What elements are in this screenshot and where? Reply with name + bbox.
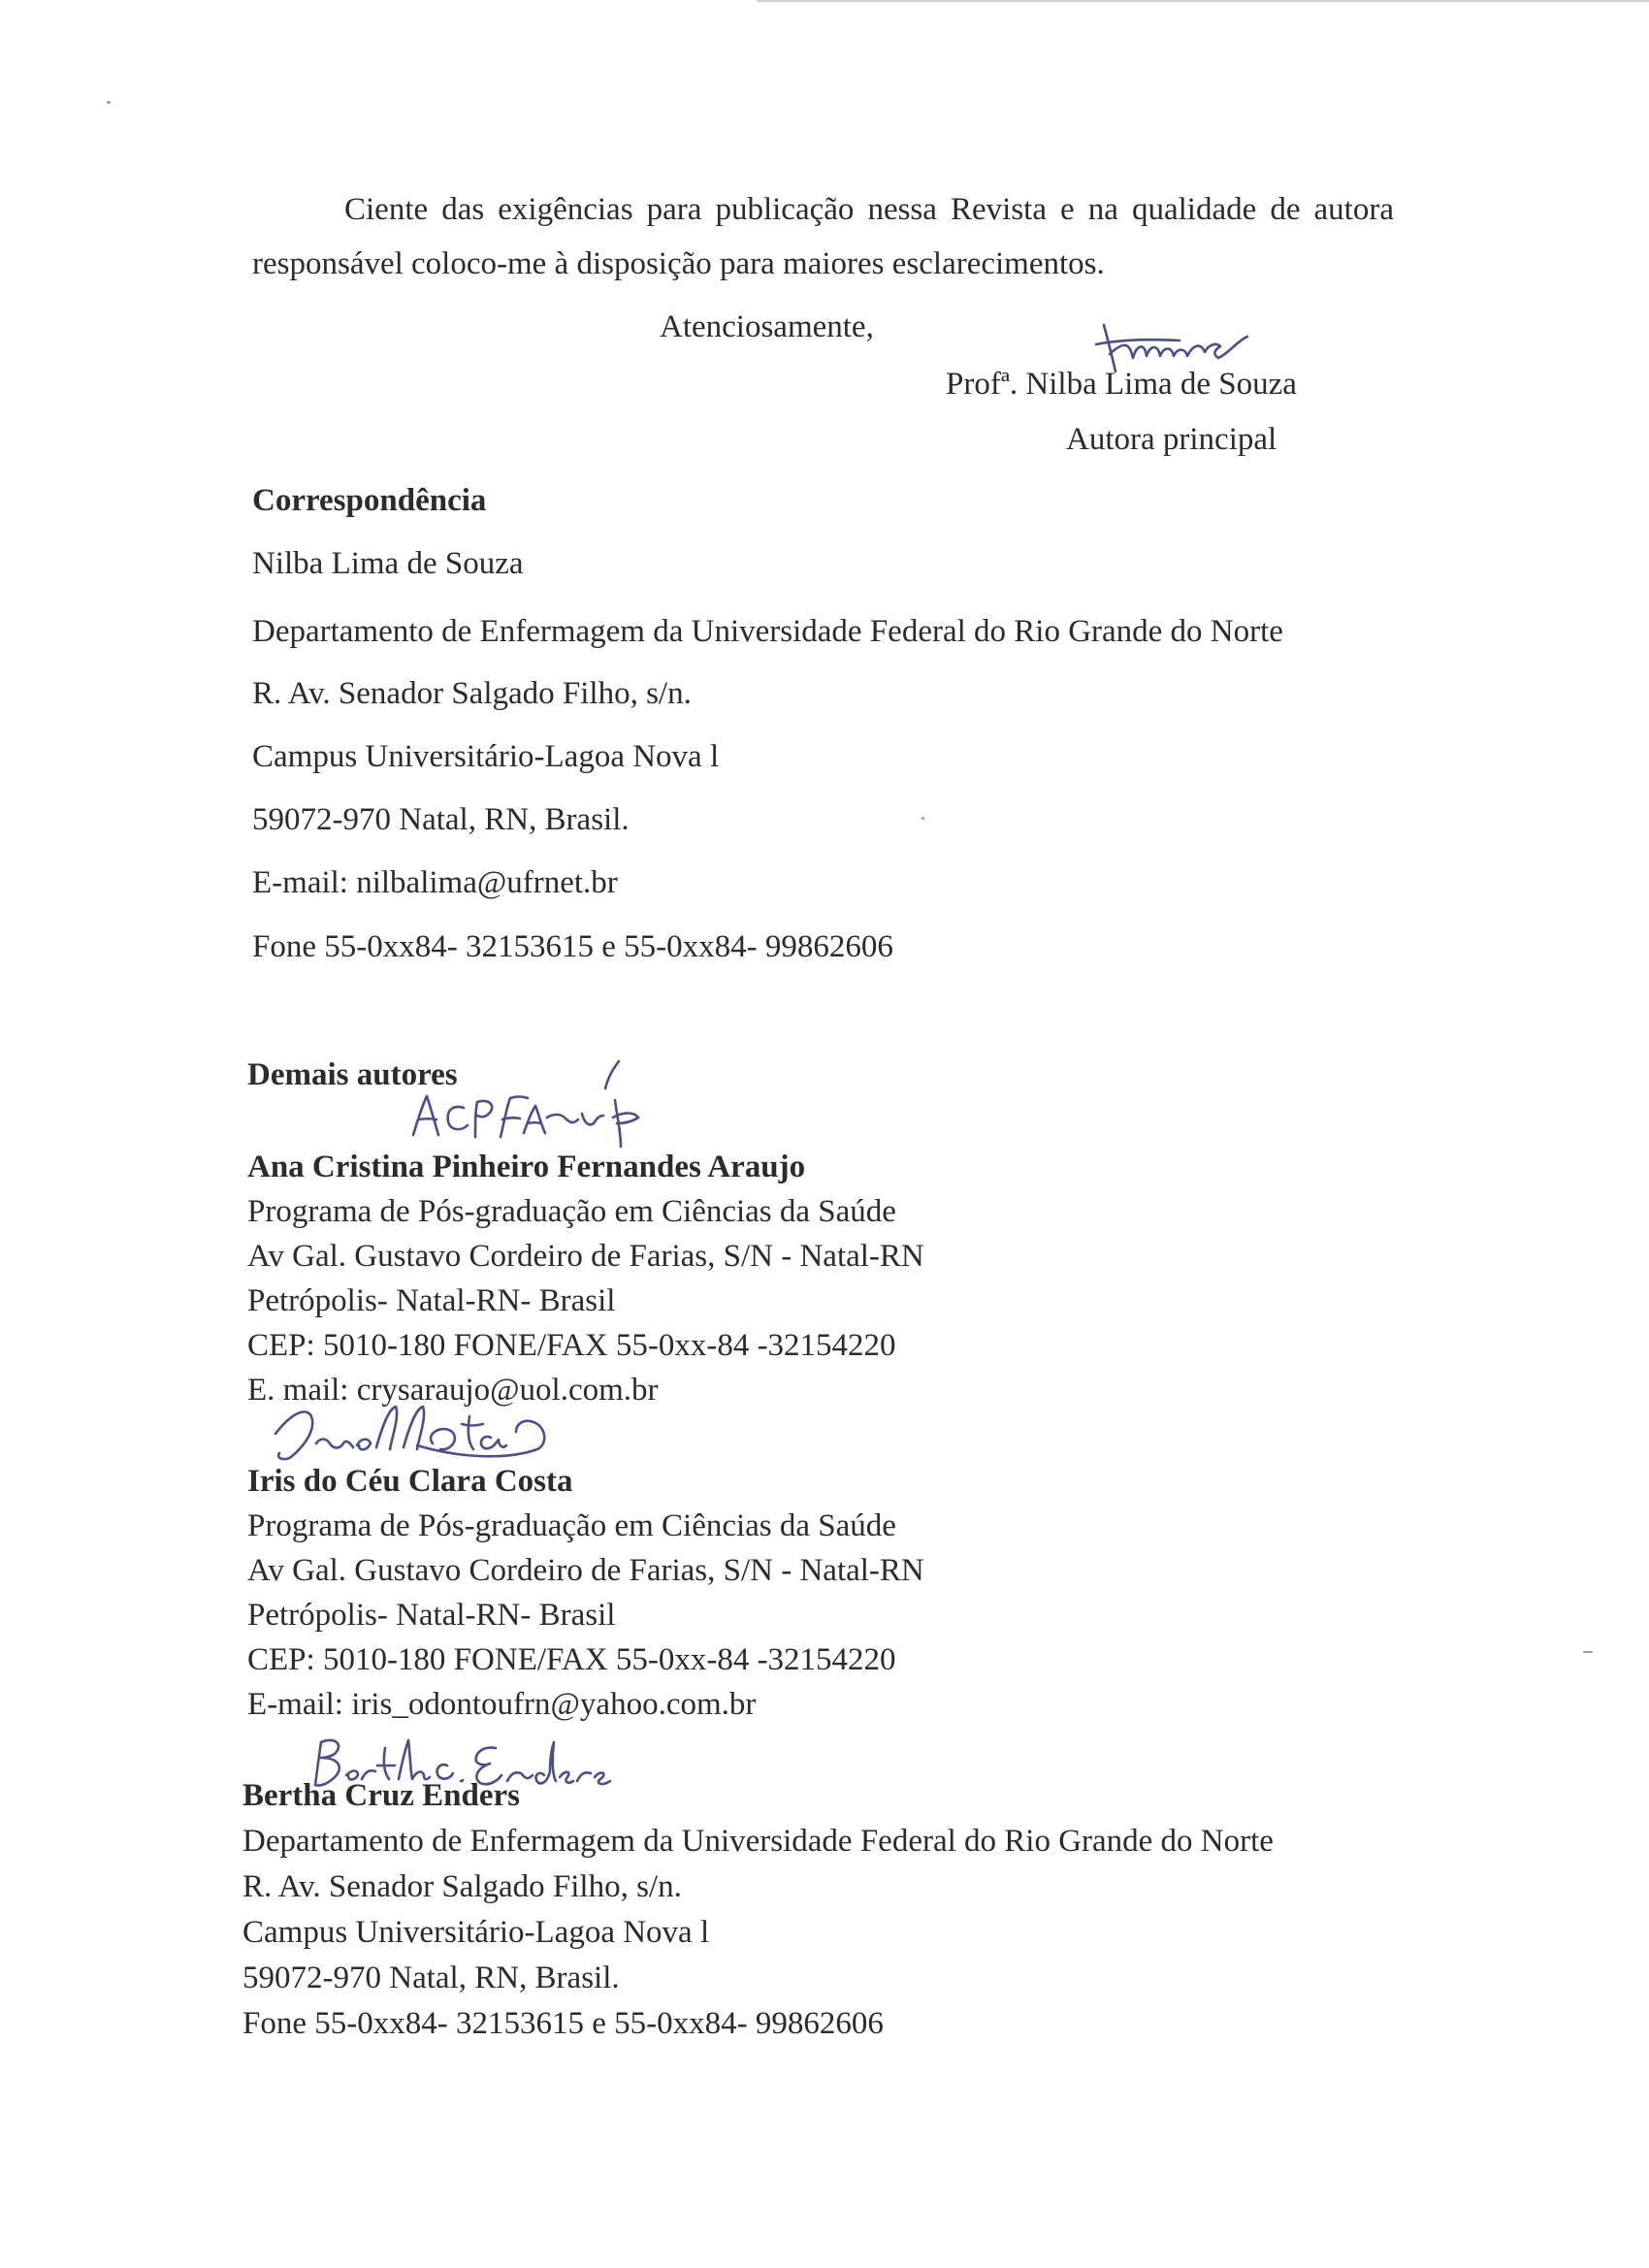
author-line: CEP: 5010-180 FONE/FAX 55-0xx-84 -32154220 — [247, 1642, 896, 1677]
author-line: Programa de Pós-graduação em Ciências da Saúde — [247, 1194, 896, 1229]
other-authors-heading: Demais autores — [247, 1057, 458, 1092]
author-phone: Fone 55-0xx84- 32153615 e 55-0xx84- 99862606 — [242, 2006, 884, 2041]
signature-nilba-souza — [1086, 315, 1280, 383]
signature-iris-costa — [262, 1395, 563, 1473]
scan-speck — [107, 101, 111, 104]
correspondence-line: R. Av. Senador Salgado Filho, s/n. — [252, 676, 692, 711]
author-line: Campus Universitário-Lagoa Nova l — [242, 1915, 710, 1950]
author-name: Ana Cristina Pinheiro Fernandes Araujo — [247, 1150, 806, 1184]
correspondence-line: 59072-970 Natal, RN, Brasil. — [252, 802, 630, 837]
signature-ana-araujo — [407, 1057, 660, 1150]
author-line: R. Av. Senador Salgado Filho, s/n. — [242, 1869, 682, 1904]
author-line: Petrópolis- Natal-RN- Brasil — [247, 1283, 616, 1318]
signer-name: Profª. Nilba Lima de Souza — [946, 367, 1297, 402]
closing: Atenciosamente, — [660, 309, 874, 344]
correspondence-line: Nilba Lima de Souza — [252, 546, 524, 581]
author-name: Iris do Céu Clara Costa — [247, 1464, 573, 1499]
correspondence-email: E-mail: nilbalima@ufrnet.br — [252, 865, 618, 900]
signer-role: Autora principal — [1066, 422, 1277, 457]
author-line: Programa de Pós-graduação em Ciências da Saúde — [247, 1508, 896, 1543]
scan-speck — [922, 817, 924, 820]
correspondence-line: Departamento de Enfermagem da Universidade Federal do Rio Grande do Norte — [252, 614, 1283, 649]
letter-paragraph-line-1: Ciente das exigências para publicação nessa Revista e na qualidade de autora — [344, 192, 1394, 227]
author-email: E. mail: crysaraujo@uol.com.br — [247, 1373, 659, 1408]
author-line: Av Gal. Gustavo Cordeiro de Farias, S/N - Natal-RN — [247, 1239, 924, 1274]
author-line: 59072-970 Natal, RN, Brasil. — [242, 1960, 620, 1995]
correspondence-heading: Correspondência — [252, 483, 487, 518]
letter-paragraph-line-2: responsável coloco-me à disposição para maiores esclarecimentos. — [252, 246, 1105, 281]
author-email: E-mail: iris_odontoufrn@yahoo.com.br — [247, 1687, 757, 1722]
author-line: Departamento de Enfermagem da Universidade Federal do Rio Grande do Norte — [242, 1824, 1274, 1859]
author-name: Bertha Cruz Enders — [242, 1778, 520, 1813]
scan-edge — [757, 0, 1649, 2]
author-line: Petrópolis- Natal-RN- Brasil — [247, 1598, 616, 1633]
correspondence-line: Campus Universitário-Lagoa Nova l — [252, 739, 720, 774]
author-line: CEP: 5010-180 FONE/FAX 55-0xx-84 -32154220 — [247, 1328, 896, 1363]
author-line: Av Gal. Gustavo Cordeiro de Farias, S/N - Natal-RN — [247, 1553, 924, 1588]
correspondence-phone: Fone 55-0xx84- 32153615 e 55-0xx84- 99862606 — [252, 929, 893, 964]
scan-speck — [1583, 1651, 1593, 1653]
